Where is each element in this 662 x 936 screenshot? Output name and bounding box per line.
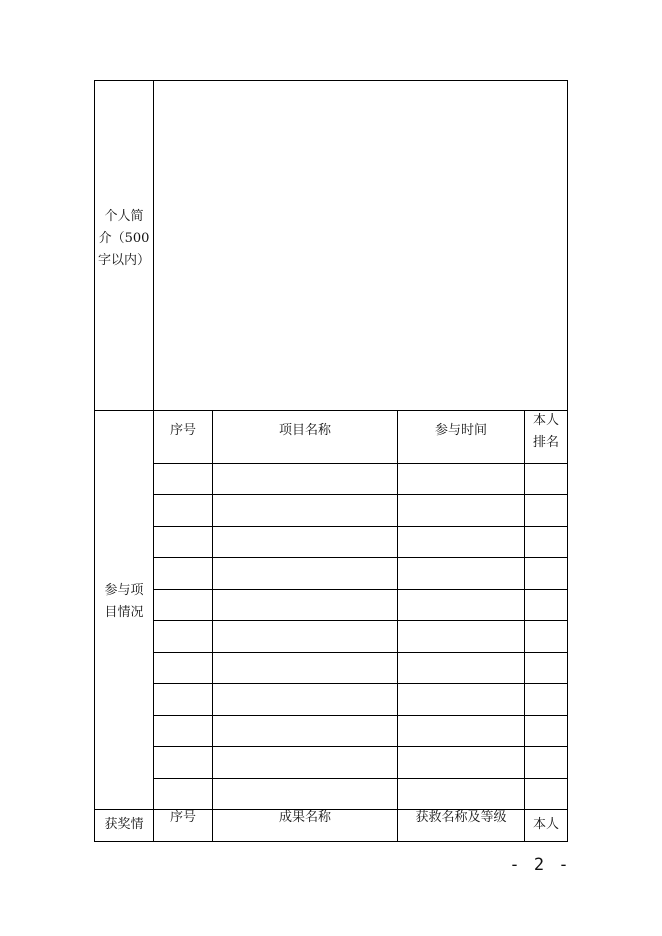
awards-header-seq: 序号 xyxy=(169,810,196,825)
border-bottom xyxy=(94,841,568,842)
row-line xyxy=(153,683,568,684)
name-column-divider xyxy=(397,410,398,842)
rank-header-line: 排名 xyxy=(532,435,559,450)
awards-label: 获奖情 xyxy=(104,817,144,832)
intro-label-line: 个人简 xyxy=(104,209,144,224)
projects-header-seq: 序号 xyxy=(169,423,196,438)
row-line xyxy=(153,557,568,558)
projects-label-line: 参与项 xyxy=(104,583,144,598)
row-line xyxy=(153,652,568,653)
rank-header-line: 本人 xyxy=(532,413,559,428)
page-number: - 2 - xyxy=(509,855,571,875)
intro-content-field[interactable] xyxy=(154,81,567,410)
row-line xyxy=(153,778,568,779)
intro-label-line: 介（500 xyxy=(98,231,150,246)
awards-header-rank: 本人 xyxy=(532,817,559,832)
time-column-divider xyxy=(524,410,525,842)
row-line xyxy=(153,746,568,747)
intro-label-line: 字以内） xyxy=(97,253,150,268)
awards-header-award: 获救名称及等级 xyxy=(415,810,507,825)
row-line xyxy=(153,620,568,621)
projects-header-time: 参与时间 xyxy=(434,423,487,438)
divider-intro-projects xyxy=(94,410,568,411)
awards-header-name: 成果名称 xyxy=(278,810,331,825)
row-line xyxy=(153,715,568,716)
intro-label xyxy=(95,206,153,272)
seq-column-divider xyxy=(212,410,213,842)
projects-label-line: 目情况 xyxy=(104,605,144,620)
row-line xyxy=(153,494,568,495)
border-right xyxy=(567,80,568,842)
divider-header-row xyxy=(153,463,568,464)
projects-header-name: 项目名称 xyxy=(278,423,331,438)
border-left xyxy=(94,80,95,842)
row-line xyxy=(153,526,568,527)
projects-label xyxy=(95,580,153,624)
row-line xyxy=(153,589,568,590)
projects-header-rank xyxy=(525,410,567,454)
